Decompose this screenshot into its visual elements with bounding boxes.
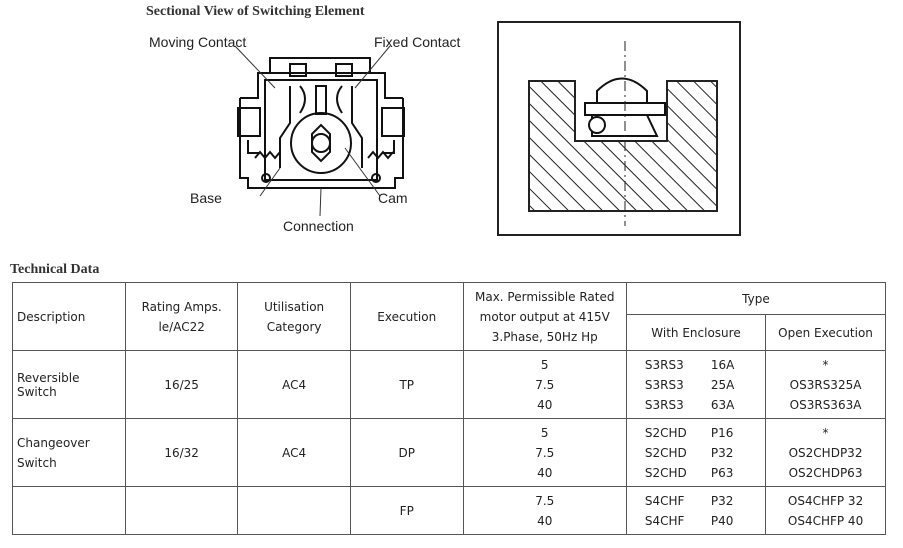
table-row (13, 419, 886, 487)
row-open (766, 487, 886, 535)
open-type: OS2CHDP32 (788, 445, 863, 460)
row-enclosure (626, 419, 765, 487)
row-rating: 16/32 (126, 419, 238, 487)
hp-value: 5 (540, 425, 549, 440)
row-rating: 16/25 (126, 351, 238, 419)
header-motor-output (463, 283, 626, 351)
row-open (766, 419, 886, 487)
open-type: OS3RS325A (789, 377, 862, 392)
enclosure-type: S2CHD P16 (644, 425, 734, 440)
row-description-line2: Switch (17, 455, 57, 470)
hp-value: 40 (537, 397, 553, 412)
row-description-line1: Changeover (17, 435, 90, 450)
open-type: * (822, 425, 829, 440)
header-open-execution: Open Execution (766, 315, 886, 351)
hp-value: 40 (537, 513, 553, 528)
header-motor-line3: 3.Phase, 50Hz Hp (491, 329, 598, 344)
row-execution: FP (350, 487, 463, 535)
row-hp (463, 419, 626, 487)
row-description: Reversible Switch (13, 351, 126, 419)
contact-detail-figure (497, 21, 741, 236)
row-enclosure (626, 351, 765, 419)
enclosure-type: S2CHD P32 (644, 445, 734, 460)
moving-contact-label: Moving Contact (149, 34, 247, 50)
open-type: OS4CHFP 40 (787, 513, 864, 528)
open-type: OS4CHFP 32 (787, 493, 864, 508)
header-description: Description (13, 283, 126, 351)
header-motor-line1: Max. Permissible Rated (474, 289, 615, 304)
open-type: OS2CHDP63 (788, 465, 863, 480)
row-description (13, 487, 126, 535)
enclosure-type: S4CHF P32 (644, 493, 734, 508)
cam-label: Cam (378, 190, 408, 206)
row-category: AC4 (238, 419, 351, 487)
sectional-view-heading: Sectional View of Switching Element (146, 4, 365, 19)
detail-drawing (497, 21, 741, 236)
enclosure-type: S3RS3 25A (644, 377, 735, 392)
header-row (13, 283, 886, 315)
header-with-enclosure: With Enclosure (626, 315, 765, 351)
row-execution: TP (350, 351, 463, 419)
header-rating-line2: le/AC22 (158, 319, 205, 334)
row-hp (463, 487, 626, 535)
row-category: AC4 (238, 351, 351, 419)
switching-element-section-figure (140, 28, 480, 242)
technical-data-heading: Technical Data (10, 262, 100, 277)
table-row (13, 487, 886, 535)
technical-data-table (12, 282, 886, 535)
row-open (766, 351, 886, 419)
hp-value: 7.5 (535, 493, 555, 508)
open-type: OS3RS363A (789, 397, 862, 412)
connection-label: Connection (283, 218, 354, 234)
open-type: * (822, 357, 829, 372)
row-description (13, 419, 126, 487)
hp-value: 7.5 (535, 377, 555, 392)
table-row (13, 351, 886, 419)
header-utilisation-line1: Utilisation (264, 299, 325, 314)
header-type: Type (626, 283, 885, 315)
header-utilisation-line2: Category (266, 319, 322, 334)
hp-value: 5 (540, 357, 549, 372)
section-drawing (140, 28, 480, 242)
header-rating (126, 283, 238, 351)
hp-value: 7.5 (535, 445, 555, 460)
row-enclosure (626, 487, 765, 535)
header-rating-line1: Rating Amps. (141, 299, 222, 314)
fixed-contact-label: Fixed Contact (374, 34, 461, 50)
row-hp (463, 351, 626, 419)
enclosure-type: S3RS3 16A (644, 357, 735, 372)
enclosure-type: S4CHF P40 (644, 513, 734, 528)
enclosure-type: S3RS3 63A (644, 397, 735, 412)
row-category (238, 487, 351, 535)
header-execution: Execution (350, 283, 463, 351)
base-label: Base (190, 190, 222, 206)
enclosure-type: S2CHD P63 (644, 465, 734, 480)
header-utilisation (238, 283, 351, 351)
hp-value: 40 (537, 465, 553, 480)
header-motor-line2: motor output at 415V (479, 309, 610, 324)
row-execution: DP (350, 419, 463, 487)
row-rating (126, 487, 238, 535)
